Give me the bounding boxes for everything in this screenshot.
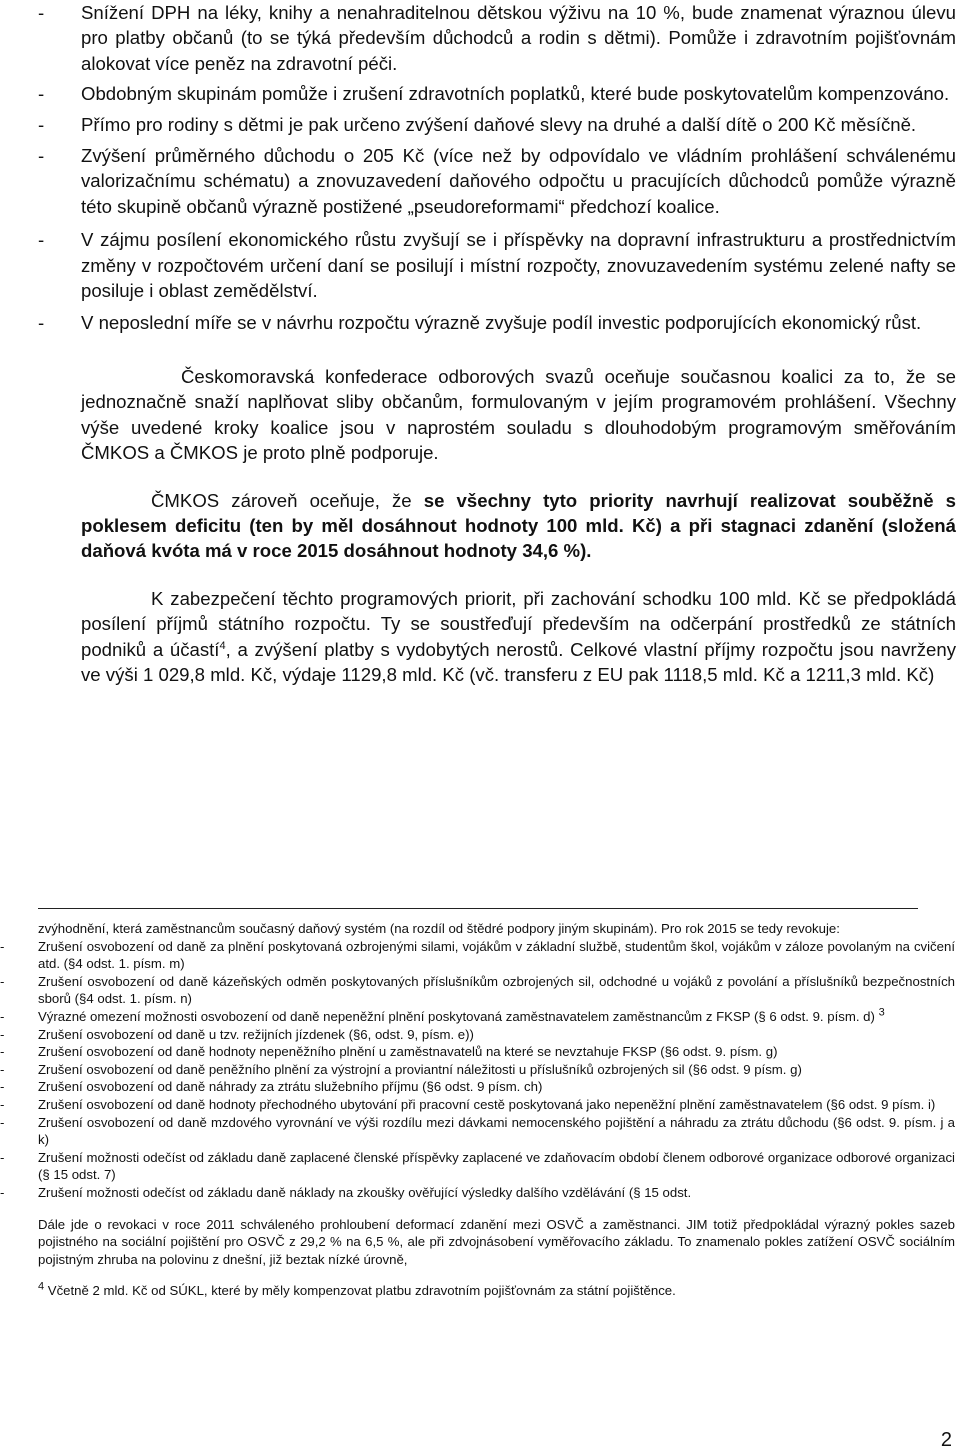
- main-text: [0, 0, 960, 687]
- footnote-dash: -: [0, 1026, 5, 1042]
- footnote-item-text: Zrušení možnosti odečíst od základu daně náklady na zkoušky ověřující výsledky dalšího vzdělávání (§ 15 odst.: [38, 1184, 692, 1200]
- footnote-list-item: [0, 973, 960, 1008]
- paragraph-text: Českomoravská konfederace odborových svazů oceňuje současnou koalici za to, že se jednoznačně snaží naplňovat sliby občanům, formulovaným v jejím programovém prohlášení. Všechny výše uvedené kroky koalice jsou v naprostém souladu s dlouhodobým programovým směřováním ČMKOS a ČMKOS je proto plně podporuje.: [81, 365, 956, 464]
- footnote-list-item: [0, 938, 960, 973]
- footnote-intro: zvýhodnění, která zaměstnancům současný daňový systém (na rozdíl od štědré podpory jiným skupinám). Pro rok 2015 se tedy revokuje:: [38, 921, 840, 936]
- footnote-separator: [38, 908, 918, 909]
- paragraph-revenue: [0, 586, 960, 688]
- footnote-item-text: Zrušení osvobození od daně hodnoty přechodného ubytování při pracovní cestě poskytovaná jako nepeněžní plnění zaměstnavatelem (§6 odst. 9 písm. i): [38, 1096, 936, 1112]
- bullet-dash: -: [38, 312, 45, 334]
- paragraph-priorities: [0, 488, 960, 564]
- bullet-text: V neposlední míře se v návrhu rozpočtu výrazně zvyšuje podíl investic podporujících ekonomický růst.: [81, 312, 922, 334]
- footnote-list-item: [0, 1026, 960, 1044]
- footnote-item-text: Zrušení možnosti odečíst od základu daně zaplacené členské příspěvky zaplacené ve zdaňovacím období členem odborové organizace odborové organizaci (§ 15 odst. 7): [38, 1149, 955, 1183]
- bullet-text: Přímo pro rodiny s dětmi je pak určeno zvýšení daňové slevy na druhé a další dítě o 200 Kč měsíčně.: [81, 113, 917, 135]
- paragraph-bold-text: se všechny tyto priority navrhují realizovat souběžně s poklesem deficitu (ten by měl dosáhnout hodnoty 100 mld. Kč) a při stagnaci zdanění (složená daňová kvóta má v roce 2015 dosáhnout hodnoty 34,6 %).: [81, 489, 957, 562]
- bullet-text: V zájmu posílení ekonomického růstu zvyšují se i příspěvky na dopravní infrastrukturu a prostřednictvím změny v rozpočtovém určení daní se posilují i místní rozpočty, znovuzavedením systému zelené nafty se posiluje i oblast zemědělství.: [81, 229, 956, 302]
- footnote-dash: -: [0, 1008, 5, 1024]
- footnote-dash: -: [0, 1044, 5, 1060]
- paragraph-cmkos-coalition: [0, 364, 960, 466]
- footnote-dash: -: [0, 1061, 5, 1077]
- bullet-text: Obdobným skupinám pomůže i zrušení zdravotních poplatků, které bude poskytovatelům kompenzováno.: [81, 83, 950, 105]
- bullet-health-fees: [0, 81, 960, 106]
- paragraph-text: K zabezpečení těchto programových priorit, při zachování schodku 100 mld. Kč se předpokládá posílení příjmů státního rozpočtu. Ty se soustřeďují především na odčerpání prostředků ze státních podniků a účastí: [81, 587, 956, 660]
- bullet-dash: -: [38, 2, 45, 23]
- footnote-ref-4[interactable]: 4: [219, 639, 226, 652]
- footnote-dash: -: [0, 1079, 5, 1095]
- footnote-dash: -: [0, 1114, 5, 1130]
- footnote-item-text: Zrušení osvobození od daně za plnění poskytovaná ozbrojenými silami, vojákům v základní službě, studentům škol, vojákům v záloze povolaným na cvičení atd. (§4 odst. 1. písm. m): [38, 938, 955, 972]
- footnote-item-text: Zrušení osvobození od daně u tzv. režijních jízdenek (§6, odst. 9, písm. e)): [38, 1026, 474, 1042]
- footnote-dash: -: [0, 938, 5, 954]
- footnote-item-text: Zrušení osvobození od daně náhrady za ztrátu služebního příjmu (§6 odst. 9 písm. ch): [38, 1079, 543, 1095]
- footnote-list-item: [0, 1149, 960, 1184]
- footnote-dash: -: [0, 1096, 5, 1112]
- page-number: 2: [940, 1429, 952, 1451]
- footnote-list: [0, 938, 960, 1202]
- bullet-dash: -: [38, 229, 45, 251]
- footnote-mark-4: 4: [38, 1280, 45, 1293]
- footnote-list-item: [0, 1008, 960, 1026]
- footnote-list-item: [0, 1114, 960, 1149]
- footnote-dash: -: [0, 1149, 5, 1165]
- bullet-pension: [0, 143, 960, 219]
- bullet-vat: [0, 0, 960, 76]
- bullet-text: Snížení DPH na léky, knihy a nenahraditelnou dětskou výživu na 10 %, bude znamenat výraznou úlevu pro platby občanů (to se týká především důchodců a rodin s dětmi). Pomůže i zdravotním pojišťovnám alokovat více peněz na zdravotní péči.: [81, 2, 956, 74]
- paragraph-text: , a zvýšení platby s vydobytých nerostů. Celkové vlastní příjmy rozpočtu jsou navrženy ve výši 1 029,8 mld. Kč, výdaje 1129,8 mld. Kč (vč. transferu z EU pak 1118,5 mld. Kč a 1211,3 mld. Kč): [81, 638, 957, 685]
- bullet-infrastructure: [0, 227, 960, 303]
- bullet-dash: -: [38, 113, 45, 135]
- footnote-item-text: Zrušení osvobození od daně peněžního plnění za výstrojní a proviantní náležitosti u příslušníků ozbrojených sil (§6 odst. 9 písm. g): [38, 1061, 802, 1077]
- footnote-item-text: Zrušení osvobození od daně kázeňských odměn poskytovaných příslušníkům ozbrojených sil, odchodné u vojáků z povolání a příslušníků bezpečnostních sborů (§4 odst. 1. písm. n): [38, 973, 955, 1007]
- footnote-ref-3[interactable]: 3: [878, 1006, 885, 1019]
- bullet-dash: -: [38, 83, 45, 105]
- footnote-4: [0, 1282, 960, 1300]
- footnote-4-text: Včetně 2 mld. Kč od SÚKL, které by měly kompenzovat platbu zdravotním pojišťovnám za státní pojištěnce.: [44, 1283, 676, 1299]
- footnote-list-item: [0, 1043, 960, 1061]
- footnote-dash: -: [0, 973, 5, 989]
- footnote-list-item: [0, 1184, 960, 1202]
- footnote-item-text: Výrazné omezení možnosti osvobození od daně nepeněžní plnění poskytovaná zaměstnavatelem zaměstnancům z FKSP (§ 6 odst. 9. písm. d): [38, 1008, 875, 1024]
- footnote-osvc: Dále jde o revokaci v roce 2011 schváleného prohloubení deformací zdanění mezi OSVČ a zaměstnanci. JIM totiž předpokládal výrazný pokles sazeb pojistného na sociální pojištění pro OSVČ z 29,2 % na 6,5 %, ale při zdvojnásobení vyměřovacího základu. To znamenalo pokles zatížení OSVČ sociálním pojistným zhruba na polovinu z dnešní, již beztak nízké úrovně,: [38, 1216, 955, 1267]
- footnotes: [0, 920, 960, 1300]
- paragraph-text: ČMKOS zároveň oceňuje, že: [151, 489, 424, 511]
- footnote-list-item: [0, 1096, 960, 1114]
- bullet-text: Zvýšení průměrného důchodu o 205 Kč (více než by odpovídalo ve vládním prohlášení schválenému valorizačnímu schématu) a znovuzavedení daňového odpočtu u pracujících důchodců pomůže výrazně této skupině občanů výrazně postižené „pseudoreformami“ předchozí koalice.: [81, 145, 956, 217]
- footnote-list-item: [0, 1078, 960, 1096]
- bullet-investment: [0, 310, 960, 335]
- bullet-child-tax: [0, 112, 960, 137]
- footnote-item-text: Zrušení osvobození od daně hodnoty nepeněžního plnění u zaměstnavatelů na které se nevztahuje FKSP (§6 odst. 9. písm. g): [38, 1044, 778, 1060]
- footnote-item-text: Zrušení osvobození od daně mzdového vyrovnání ve výši rozdílu mezi dávkami nemocenského pojištění a náhradu za ztrátu důchodu (§6 odst. 9. písm. j a k): [38, 1114, 955, 1148]
- footnote-dash: -: [0, 1184, 5, 1200]
- footnote-list-item: [0, 1061, 960, 1079]
- bullet-dash: -: [38, 145, 45, 167]
